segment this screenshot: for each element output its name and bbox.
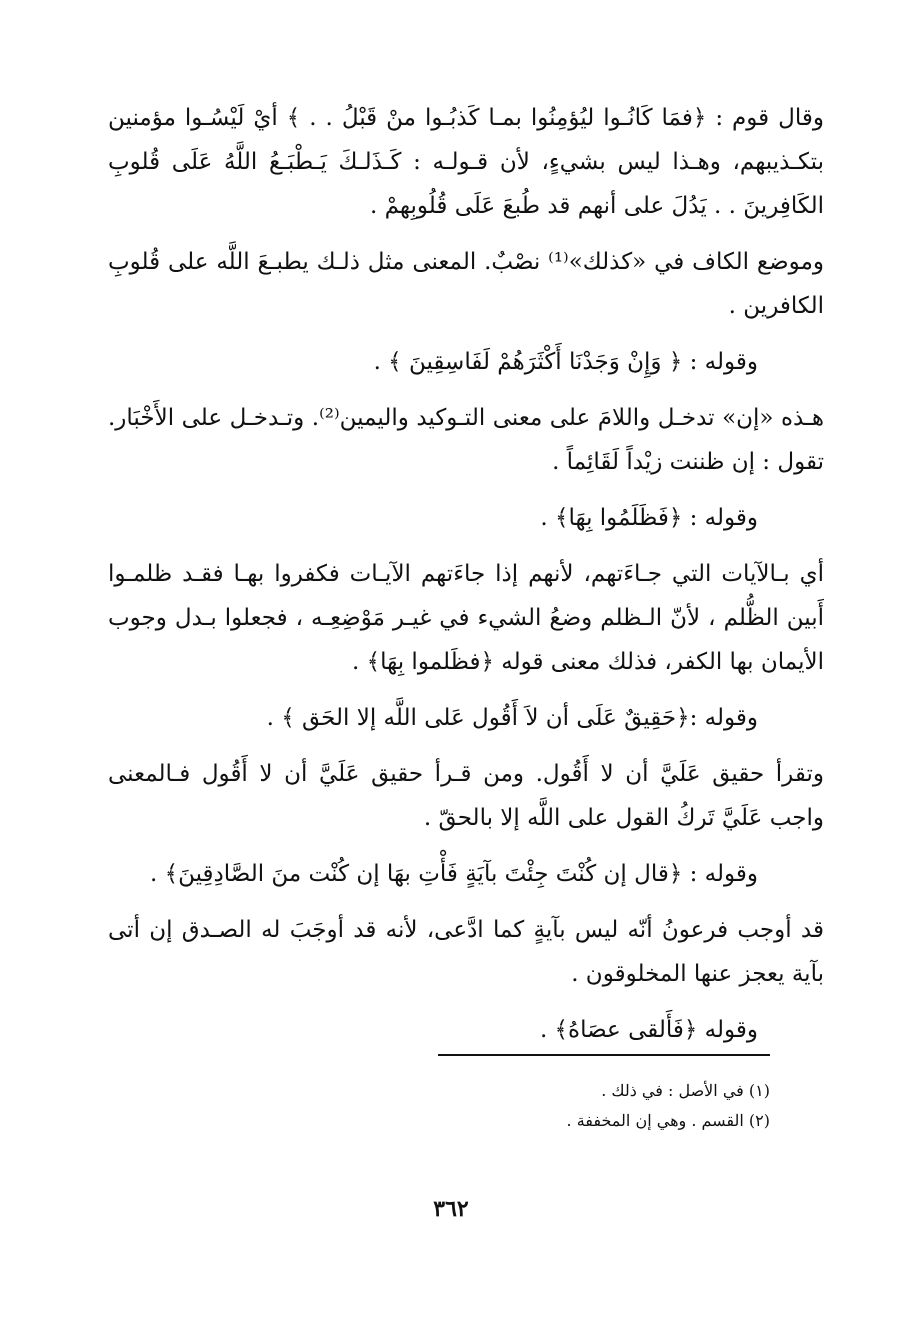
paragraph-3: هـذه «إن» تدخـل واللامَ على معنى التـوكيد واليمين⁽²⁾. وتـدخـل على الأَخْبَار. تقول : إن ظننت زيْداً لَقَائِماً . (108, 405, 824, 475)
footnote-1: (١) في الأصل : في ذلك . (601, 1081, 770, 1100)
footnotes (438, 1076, 770, 1136)
paragraph-2: وموضع الكاف في «كذلك»⁽¹⁾ نصْبٌ. المعنى مثل ذلـك يطبـعَ اللَّه على قُلوبِ الكافرين . (108, 249, 824, 319)
quran-quote-3: وقوله :﴿حَقِيقٌ عَلَى أن لاَ أَقُول عَلى اللَّه إلا الحَق ﴾ . (266, 705, 758, 731)
paragraph-4: أي بـالآيات التي جـاءَتهم، لأنهم إذا جاءَتهم الآيـات فكفروا بهـا فقـد ظلمـوا أَبين الظُّلم ، لأنّ الـظلم وضعُ الشيء في غيـر مَوْضِعِـه ، فجعلوا بـدل وجوب الأيمان بها الكفر، فذلك معنى قوله ﴿فظَلموا بِهَا﴾ . (108, 561, 824, 675)
quran-quote-1: وقوله : ﴿ وَإِنْ وَجَدْنَا أَكْثَرَهُمْ لَفَاسِقِينَ ﴾ . (373, 349, 758, 375)
footnote-2: (٢) القسم . وهي إن المخففة . (566, 1111, 770, 1130)
quran-quote-2: وقوله : ﴿فَظَلَمُوا بِهَا﴾ . (540, 505, 758, 531)
paragraph-1: وقال قوم : ﴿فمَا كَانُـوا ليُؤمِنُوا بمـا كَذبُـوا منْ قَبْلُ . . ﴾ أيْ لَيْسُـوا مؤمنين بتكـذيبهم، وهـذا ليس بشيءٍ، لأن قـولـه : كَـذَلـكَ يَـطْبَـعُ اللَّهُ عَلَى قُلوبِ الكَافِرينَ . . يَدُلَ على أنهم قد طُبعَ عَلَى قُلُوبِهمْ . (108, 105, 824, 219)
paragraph-6: قد أوجب فرعونُ أنّه ليس بآيةٍ كما ادَّعى، لأنه قد أوجَبَ له الصـدق إن أتى بآية يعجز عنها المخلوقون . (108, 917, 824, 987)
quran-quote-5: وقوله ﴿فَأَلقى عصَاهُ﴾ . (539, 1017, 758, 1043)
quran-quote-4: وقوله : ﴿قال إن كُنْتَ جِئْتَ بآيَةٍ فَأْتِ بهَا إن كُنْت منَ الصَّادِقِينَ﴾ . (149, 861, 758, 887)
footnote-divider (438, 1054, 770, 1056)
paragraph-5: وتقرأ حقيق عَلَيَّ أن لا أَقُول. ومن قـرأ حقيق عَلَيَّ أن لا أَقُول فـالمعنى واجب عَلَيَّ تَركُ القول على اللَّه إلا بالحقّ . (108, 761, 824, 831)
main-text (108, 96, 824, 1064)
page-number: ٣٦٢ (433, 1196, 469, 1222)
